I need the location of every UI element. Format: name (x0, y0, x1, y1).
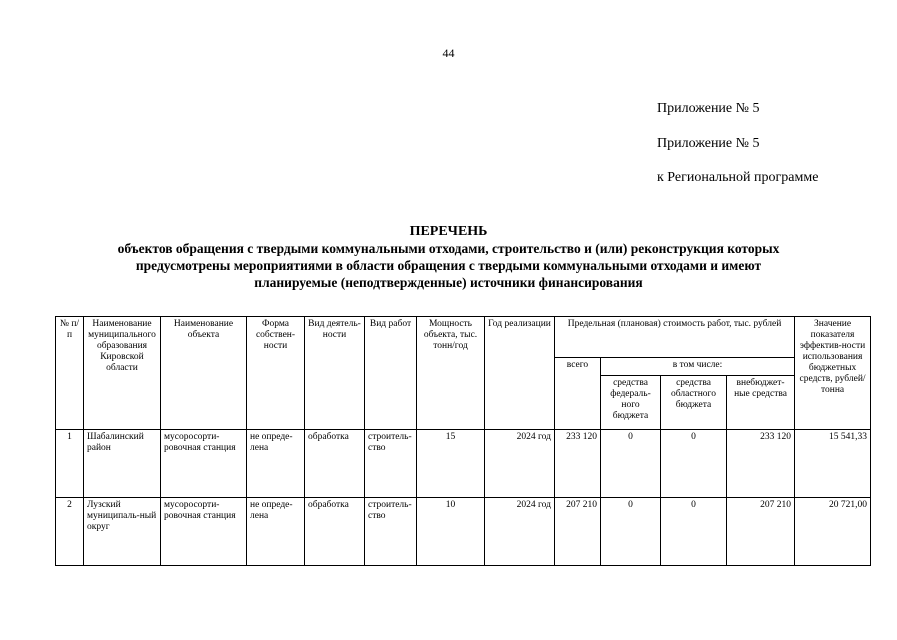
table-header-row (56, 317, 871, 358)
cell-indicator: 15 541,33 (795, 430, 871, 498)
header-activity: Вид деятель-ности (305, 317, 365, 430)
header-capacity: Мощность объекта, тыс. тонн/год (417, 317, 485, 430)
cell-activity: обработка (305, 430, 365, 498)
cell-extra: 233 120 (727, 430, 795, 498)
cell-year: 2024 год (485, 498, 555, 566)
cell-activity: обработка (305, 498, 365, 566)
appendix-label-repeat: Приложение № 5 (657, 136, 760, 151)
cell-capacity: 15 (417, 430, 485, 498)
cell-regional: 0 (661, 430, 727, 498)
cell-capacity: 10 (417, 498, 485, 566)
cell-object: мусоросорти-ровочная станция (161, 430, 247, 498)
cell-federal: 0 (601, 430, 661, 498)
cell-object: мусоросорти-ровочная станция (161, 498, 247, 566)
document-title (40, 223, 857, 291)
cell-indicator: 20 721,00 (795, 498, 871, 566)
cell-extra: 207 210 (727, 498, 795, 566)
table-row (56, 498, 871, 566)
cell-num: 1 (56, 430, 84, 498)
header-total: всего (555, 358, 601, 430)
header-extra: внебюджет-ные средства (727, 376, 795, 430)
header-year: Год реализации (485, 317, 555, 430)
header-object: Наименование объекта (161, 317, 247, 430)
header-num: № п/п (56, 317, 84, 430)
cell-regional: 0 (661, 498, 727, 566)
cell-year: 2024 год (485, 430, 555, 498)
title-line: объектов обращения с твердыми коммунальными отходами, строительство и (или) реконструкция которых (117, 241, 780, 256)
header-works: Вид работ (365, 317, 417, 430)
cell-works: строитель-ство (365, 498, 417, 566)
header-indicator: Значение показателя эффектив-ности использования бюджетных средств, рублей/тонна (795, 317, 871, 430)
title-heading: ПЕРЕЧЕНЬ (409, 224, 488, 239)
header-including: в том числе: (601, 358, 795, 376)
header-federal: средства федераль-ного бюджета (601, 376, 661, 430)
header-ownership: Форма собствен-ности (247, 317, 305, 430)
cell-municipality: Шабалинский район (84, 430, 161, 498)
cell-ownership: не опреде-лена (247, 498, 305, 566)
cell-municipality: Лузский муниципаль-ный округ (84, 498, 161, 566)
title-line: планируемые (неподтвержденные) источники финансирования (254, 275, 643, 290)
page-number: 44 (442, 46, 455, 60)
objects-table (55, 316, 871, 566)
cell-total: 233 120 (555, 430, 601, 498)
cell-works: строитель-ство (365, 430, 417, 498)
cell-ownership: не опреде-лена (247, 430, 305, 498)
header-regional: средства областного бюджета (661, 376, 727, 430)
cell-num: 2 (56, 498, 84, 566)
cell-total: 207 210 (555, 498, 601, 566)
cell-federal: 0 (601, 498, 661, 566)
table-row (56, 430, 871, 498)
header-municipality: Наименование муниципального образования Кировской области (84, 317, 161, 430)
header-cost: Предельная (плановая) стоимость работ, тыс. рублей (555, 317, 795, 358)
title-line: предусмотрены мероприятиями в области обращения с твердыми коммунальными отходами и имеют (135, 258, 762, 273)
appendix-program-reference: к Региональной программе (657, 170, 819, 185)
appendix-label: Приложение № 5 (657, 101, 760, 116)
